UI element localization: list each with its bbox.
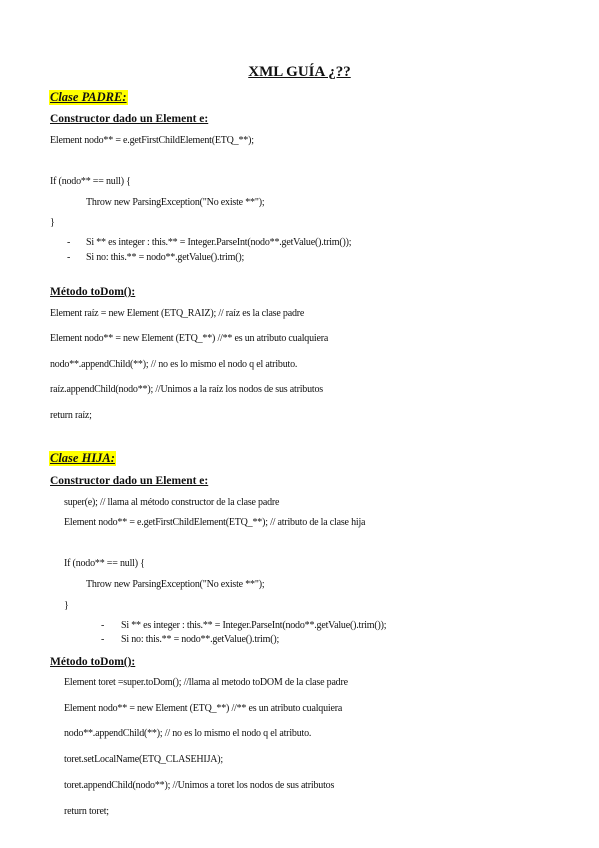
padre-code-line: If (nodo** == null) {	[50, 176, 131, 187]
hija-bullet-item: Si no: this.** = nodo**.getValue().trim();	[121, 634, 280, 645]
bullet-dash: -	[101, 620, 105, 631]
bullet-dash: -	[67, 252, 71, 263]
hija-todom-heading: Método toDom():	[50, 656, 136, 668]
padre-bullet-item: Si ** es integer : this.** = Integer.ParseInt(nodo**.getValue().trim());	[86, 237, 352, 248]
padre-heading: Clase PADRE:	[50, 90, 127, 104]
hija-code-line: super(e); // llama al método constructor de la clase padre	[64, 497, 280, 508]
padre-constructor-heading: Constructor dado un Element e:	[50, 113, 209, 125]
padre-code-line: Throw new ParsingException("No existe **");	[86, 197, 265, 208]
padre-todom-heading: Método toDom():	[50, 286, 136, 298]
padre-todom-line: nodo**.appendChild(**); // no es lo mismo el nodo q el atributo.	[50, 359, 298, 370]
hija-todom-line: nodo**.appendChild(**); // no es lo mismo el nodo q el atributo.	[64, 728, 312, 739]
page-title: XML GUÍA ¿??	[248, 64, 351, 80]
bullet-dash: -	[67, 237, 71, 248]
hija-bullet-item: Si ** es integer : this.** = Integer.ParseInt(nodo**.getValue().trim());	[121, 620, 387, 631]
padre-todom-line: Element nodo** = new Element (ETQ_**) //** es un atributo cualquiera	[50, 333, 329, 344]
padre-todom-line: raíz.appendChild(nodo**); //Unimos a la raíz los nodos de sus atributos	[50, 384, 323, 395]
hija-constructor-heading: Constructor dado un Element e:	[50, 475, 209, 487]
padre-code-line: Element nodo** = e.getFirstChildElement(ETQ_**);	[50, 135, 254, 146]
hija-heading: Clase HIJA:	[50, 451, 115, 465]
hija-todom-line: Element toret =super.toDom(); //llama al metodo toDOM de la clase padre	[64, 677, 348, 688]
hija-todom-line: return toret;	[64, 806, 109, 817]
bullet-dash: -	[101, 634, 105, 645]
padre-code-line: }	[50, 217, 55, 228]
padre-todom-line: Element raíz = new Element (ETQ_RAIZ); // raíz es la clase padre	[50, 308, 305, 319]
hija-todom-line: toret.setLocalName(ETQ_CLASEHIJA);	[64, 754, 223, 765]
hija-todom-line: toret.appendChild(nodo**); //Unimos a toret los nodos de sus atributos	[64, 780, 335, 791]
hija-code-line: If (nodo** == null) {	[64, 558, 145, 569]
padre-todom-line: return raíz;	[50, 410, 92, 421]
hija-code-line: }	[64, 600, 69, 611]
hija-code-line: Element nodo** = e.getFirstChildElement(ETQ_**); // atributo de la clase hija	[64, 517, 366, 528]
hija-todom-line: Element nodo** = new Element (ETQ_**) //** es un atributo cualquiera	[64, 703, 343, 714]
padre-bullet-item: Si no: this.** = nodo**.getValue().trim();	[86, 252, 245, 263]
hija-code-line: Throw new ParsingException("No existe **");	[86, 579, 265, 590]
